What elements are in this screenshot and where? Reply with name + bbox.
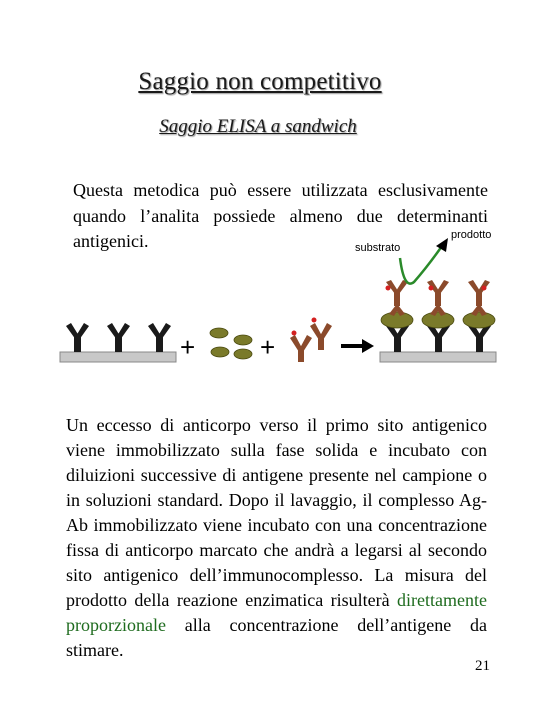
plus-sign: + (180, 332, 196, 362)
plus-sign: + (260, 332, 276, 362)
antigen-shape (234, 335, 252, 345)
sandwich-complex (463, 280, 495, 352)
page-number: 21 (475, 658, 490, 674)
body-paragraph (66, 413, 487, 663)
capture-antibody (107, 323, 130, 352)
left-solid-phase (60, 352, 176, 362)
capture-antibody (148, 323, 171, 352)
right-solid-phase (380, 352, 496, 362)
body-text-part1: Un eccesso di anticorpo verso il primo sito antigenico viene immobilizzato sulla fase solida e incubato con diluizioni successive di antigene presente nel campione o in soluzioni standard. Dopo il lavaggio, il complesso Ag-Ab immobilizzato viene incubato con una concentrazione fissa di anticorpo marcato che andrà a legarsi al secondo sito antigenico dell’immunocomplesso. La misura del prodotto della reazione enzimatica risulterà (66, 415, 487, 610)
antigen-shape (210, 328, 228, 338)
sandwich-complex (422, 280, 454, 352)
capture-antibody (66, 323, 89, 352)
body-text-part2: alla concentrazione dell’antigene da stimare. (66, 615, 487, 660)
body-text-highlight: direttamente proporzionale (66, 590, 487, 635)
reaction-arrow (341, 339, 374, 353)
substrate-product-arrow (400, 246, 442, 284)
left-plate-group (60, 323, 176, 362)
labeled-antibody (310, 318, 332, 351)
product-label: prodotto (451, 229, 492, 241)
antigen-shape (211, 347, 229, 357)
intro-paragraph: Questa metodica può essere utilizzata esclusivamente quando l’analita possiede almeno due determinanti antigenici. (73, 180, 488, 251)
substrate-label: substrato (355, 242, 401, 254)
page-title: Saggio non competitivo (138, 68, 382, 95)
sandwich-complex (381, 280, 413, 352)
antigen-shape (234, 349, 252, 359)
page-subtitle: Saggio ELISA a sandwich (159, 116, 357, 137)
free-antigens (210, 328, 252, 359)
right-plate-group (380, 280, 496, 362)
labeled-antibody (290, 331, 312, 363)
